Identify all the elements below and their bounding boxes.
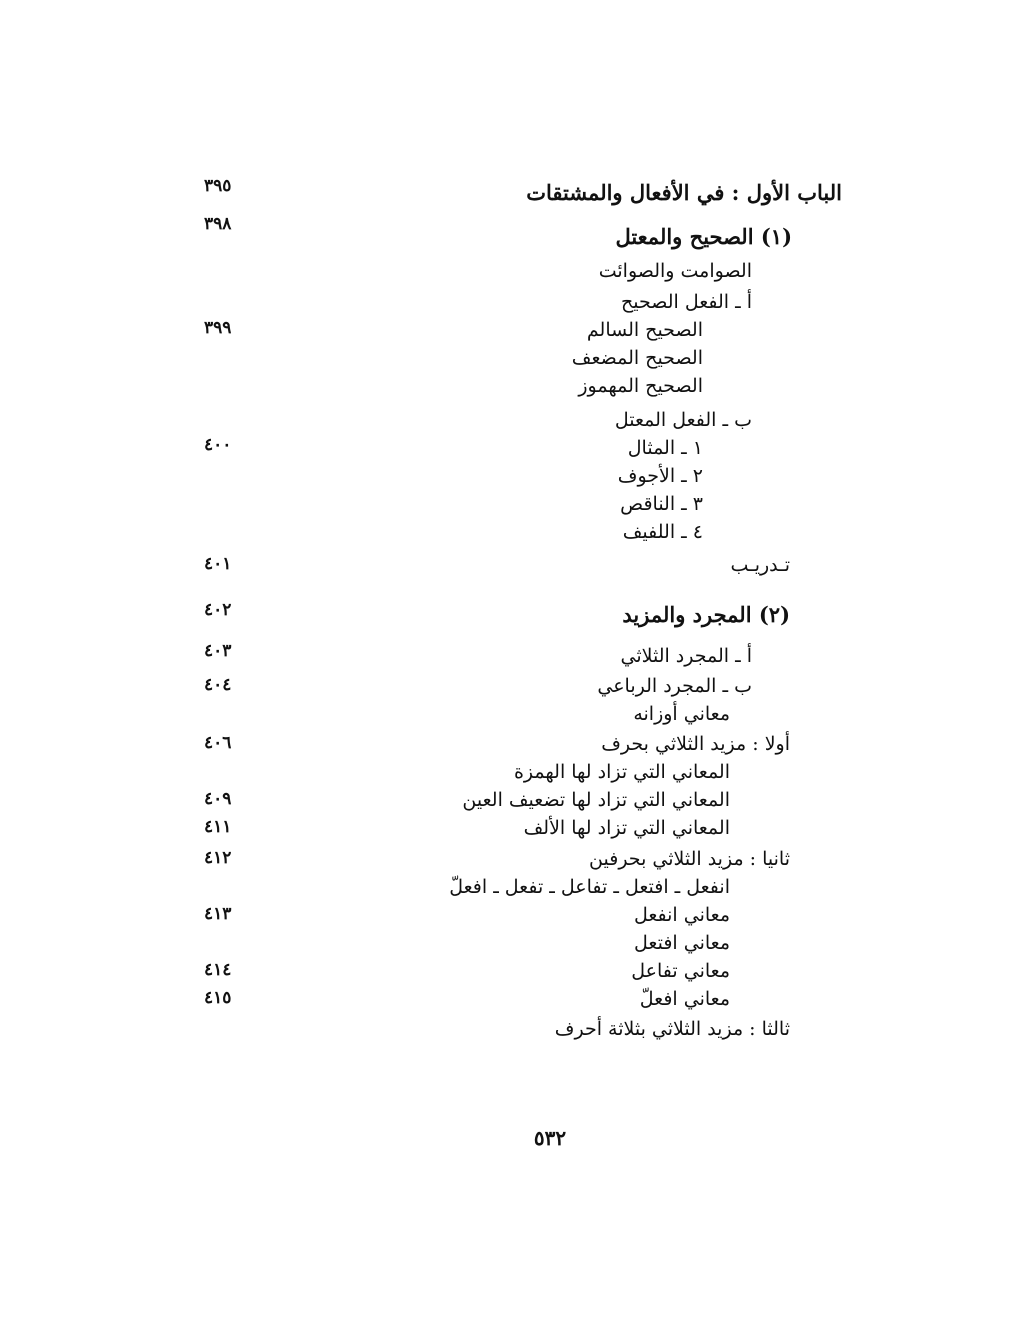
toc-entry-title: ٢ ـ الأجوف (617, 465, 703, 487)
toc-entry-title: المعاني التي تزاد لها الألف (523, 817, 730, 839)
toc-entry-title: ب ـ الفعل المعتل (614, 409, 752, 431)
toc-entry-page: ٤١٣ (204, 904, 232, 924)
toc-entry-title: ب ـ المجرد الرباعي (597, 675, 752, 697)
toc-entry-page: ٣٩٨ (204, 214, 232, 234)
toc-entry-page: ٣٩٩ (204, 318, 232, 338)
toc-entry-title: معاني انفعل (633, 904, 730, 926)
toc-entry-page: ٤٠٩ (204, 789, 232, 809)
toc-entry-title: الباب الأول : في الأفعال والمشتقات (526, 180, 842, 205)
toc-entry-title: معاني أوزانه (633, 703, 730, 725)
toc-entry-page: ٤٠١ (204, 554, 232, 574)
toc-entry-title: ثالثا : مزيد الثلاثي بثلاثة أحرف (554, 1018, 790, 1040)
toc-entry-page: ٤٠٣ (204, 641, 232, 661)
toc-entry-title: الصحيح المضعف (571, 347, 703, 369)
toc-entry-page: ٤١٥ (204, 988, 232, 1008)
toc-entry-title: معاني تفاعل (631, 960, 730, 982)
toc-entry-title: معاني افتعل (634, 932, 730, 954)
toc-entry-title: الصوامت والصوائت (598, 260, 752, 282)
toc-entry-title: ٤ ـ اللفيف (622, 521, 703, 543)
toc-entry-title: الصحيح المهموز (578, 375, 703, 397)
toc-entry-title: (١) الصحيح والمعتل (615, 224, 792, 249)
toc-entry-page: ٣٩٥ (204, 176, 232, 196)
toc-entry-title: المعاني التي تزاد لها تضعيف العين (462, 789, 730, 811)
toc-entry-title: ٣ ـ الناقص (620, 493, 703, 515)
toc-entry-page: ٤١٤ (204, 960, 232, 980)
page-number: ٥٣٢ (533, 1126, 567, 1150)
toc-entry-title: ١ ـ المثال (627, 437, 703, 459)
toc-entry-title: المعاني التي تزاد لها الهمزة (513, 761, 730, 783)
toc-entry-title: أ ـ المجرد الثلاثي (620, 645, 752, 667)
toc-entry-title: أولا : مزيد الثلاثي بحرف (601, 733, 790, 755)
toc-entry-title: ثانيا : مزيد الثلاثي بحرفين (589, 848, 790, 870)
toc-entry-title: معاني افعلّ (639, 988, 730, 1010)
toc-entry-title: أ ـ الفعل الصحيح (620, 291, 752, 313)
toc-entry-page: ٤٠٠ (204, 435, 232, 455)
toc-entry-title: تـدريـب (730, 554, 790, 576)
toc-entry-page: ٤٠٢ (204, 600, 232, 620)
toc-entry-title: الصحيح السالم (586, 319, 703, 341)
toc-entry-title: (٢) المجرد والمزيد (622, 602, 790, 627)
toc-entry-page: ٤١٢ (204, 848, 232, 868)
toc-entry-title: انفعل ـ افتعل ـ تفاعل ـ تفعل ـ افعلّ (449, 876, 730, 898)
toc-entry-page: ٤٠٦ (204, 733, 232, 753)
toc-entry-page: ٤٠٤ (204, 675, 232, 695)
toc-entry-page: ٤١١ (204, 817, 232, 837)
